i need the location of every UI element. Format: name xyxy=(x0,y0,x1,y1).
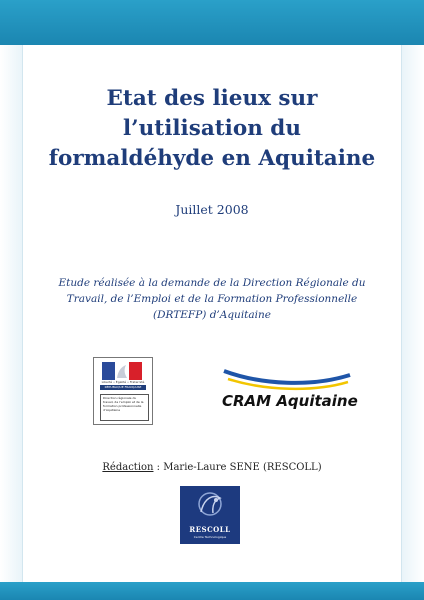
left-margin-strip xyxy=(0,45,23,582)
rescoll-subtitle: Centre Technologique xyxy=(193,535,227,539)
republique-motto: Liberté • Égalité • Fraternité xyxy=(101,380,145,384)
redaction-label: Rédaction xyxy=(102,462,154,473)
marianne-flag-icon xyxy=(102,362,142,380)
republique-francaise-logo xyxy=(93,357,153,425)
rescoll-logo xyxy=(180,486,240,544)
drtefp-label-box: Direction régionale du travail, de l’emploi et de la formation professionnelle d’Aquitaine xyxy=(100,394,149,421)
cram-aquitaine-logo xyxy=(222,365,358,425)
redaction-author: : Marie-Laure SENE (RESCOLL) xyxy=(153,462,322,473)
republique-name: RÉPUBLIQUE FRANÇAISE xyxy=(100,385,146,390)
top-band xyxy=(0,0,424,45)
study-description xyxy=(40,275,384,323)
document-date: Juillet 2008 xyxy=(175,202,249,217)
document-title xyxy=(30,84,394,174)
bottom-band xyxy=(0,582,424,600)
title-line-1: Etat des lieux sur xyxy=(106,86,318,111)
cram-swoosh-icon xyxy=(222,365,352,395)
study-line-3: (DRTEFP) d’Aquitaine xyxy=(153,309,271,321)
study-line-2: Travail, de l’Emploi et de la Formation Professionnelle xyxy=(66,293,358,305)
rescoll-name: RESCOLL xyxy=(189,525,231,534)
title-line-3: formaldéhyde en Aquitaine xyxy=(48,146,376,171)
title-line-2: l’utilisation du xyxy=(123,116,301,141)
study-line-1: Etude réalisée à la demande de la Direction Régionale du xyxy=(58,277,366,289)
redaction-line xyxy=(30,462,394,473)
rescoll-emblem-icon xyxy=(180,486,240,526)
cram-logo-text: CRAM Aquitaine xyxy=(222,392,358,410)
right-margin-strip xyxy=(401,45,424,582)
